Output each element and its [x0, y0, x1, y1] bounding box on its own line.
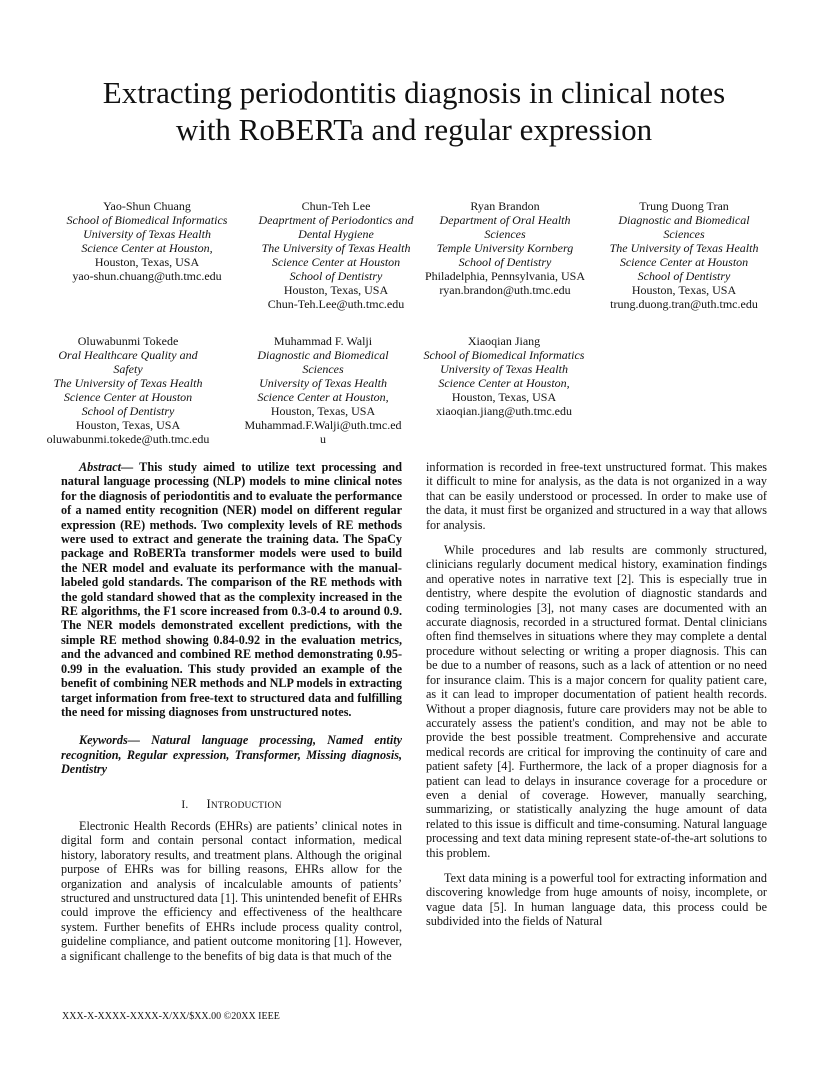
author-name: Yao-Shun Chuang	[103, 199, 191, 213]
author-line: Deaprtment of Periodontics and	[258, 213, 414, 227]
author-line: Sciences	[484, 227, 526, 241]
keywords-lead: Keywords—	[79, 733, 140, 748]
author-name: Trung Duong Tran	[639, 199, 729, 213]
author-line: School of Dentistry	[637, 269, 731, 283]
author-line: Dental Hygiene	[298, 227, 374, 241]
author-line: Houston, Texas, USA	[94, 255, 200, 269]
author-line: Science Center at Houston	[271, 255, 401, 269]
author-line: Houston, Texas, USA	[75, 418, 181, 432]
author-line: The University of Texas Health	[609, 241, 759, 255]
author-line: School of Biomedical Informatics	[423, 348, 585, 362]
author-line: University of Texas Health	[83, 227, 211, 241]
author-line: xiaoqian.jiang@uth.tmc.edu	[435, 404, 573, 418]
author-line: Science Center at Houston,	[438, 376, 570, 390]
author-line: The University of Texas Health	[53, 376, 203, 390]
author-name: Ryan Brandon	[470, 199, 540, 213]
author-line: Science Center at Houston,	[81, 241, 213, 255]
author-name: Chun-Teh Lee	[301, 199, 371, 213]
section-title-initial: I	[206, 796, 211, 811]
author-name: Oluwabunmi Tokede	[77, 334, 179, 348]
author-line: Department of Oral Health	[439, 213, 571, 227]
author-block	[589, 199, 779, 311]
author-line: Science Center at Houston	[63, 390, 193, 404]
left-column	[61, 460, 402, 963]
title-line-1: Extracting periodontitis diagnosis in clinical notes	[102, 75, 726, 110]
author-line: Muhammad.F.Walji@uth.tmc.ed	[244, 418, 402, 432]
author-line: oluwabunmi.tokede@uth.tmc.edu	[46, 432, 210, 446]
abstract-lead: Abstract—	[79, 460, 134, 474]
keywords-text: Natural language processing, Named entity recognition, Regular expression, Transformer, Missing diagnosis, Dentistry	[61, 733, 402, 777]
abstract-text: This study aimed to utilize text processing and natural language processing (NLP) models to mine clinical notes for the diagnosis of periodontitis and to evaluate the performance of a named entity recognition (NER) model on different regular expression (RE) methods. Two complexity levels of RE methods were used to extract and generate the training data. The SpaCy package and RoBERTa transformer models were used to build the NER model and evaluate its performance with the manual-labeled gold standards. The comparison of the RE methods with the gold standard showed that as the complexity increased in the RE algorithms, the F1 score increased from 0.3-0.4 to around 0.9. The NER models demonstrated excellent predictions, with the simple RE method showing 0.84-0.92 in the evaluation metrics, and the advanced and combined RE method demonstrating 0.95-0.99 in the evaluation. This study provided an example of the benefit of combining NER methods and NLP models in extracting target information from free-text to structured data and fulfilling the need for missing diagnoses from unstructured notes.	[61, 460, 402, 719]
author-block	[410, 199, 600, 297]
section-title	[206, 796, 282, 811]
author-line: University of Texas Health	[259, 376, 387, 390]
paper-title	[40, 74, 788, 148]
author-line: Diagnostic and Biomedical	[618, 213, 750, 227]
author-line: School of Dentistry	[81, 404, 175, 418]
body-paragraph: information is recorded in free-text unstructured format. This makes it difficult to mine for analysis, as the data is not organized in a way that can be easily understood or processed. In order to make use of the data, it must first be organized and structured in a way that allows for analysis.	[426, 460, 767, 532]
section-heading	[61, 797, 402, 813]
author-line: Houston, Texas, USA	[631, 283, 737, 297]
author-line: Sciences	[302, 362, 344, 376]
copyright-footer: XXX-X-XXXX-XXXX-X/XX/$XX.00 ©20XX IEEE	[62, 1011, 280, 1022]
author-line: Philadelphia, Pennsylvania, USA	[425, 269, 585, 283]
author-line: School of Dentistry	[458, 255, 552, 269]
author-line: Science Center at Houston	[619, 255, 749, 269]
body-paragraph: Text data mining is a powerful tool for extracting information and discovering knowledge from huge amounts of noisy, incomplete, or vague data [5]. In human language data, this process could be subdivided into the fields of Natural	[426, 870, 767, 929]
author-line: u	[320, 432, 326, 446]
author-line: Sciences	[663, 227, 705, 241]
author-block	[228, 334, 418, 446]
author-name: Muhammad F. Walji	[273, 334, 373, 348]
author-line: Temple University Kornberg	[436, 241, 574, 255]
author-line: Science Center at Houston,	[257, 390, 389, 404]
keywords	[61, 733, 402, 776]
author-line: Oral Healthcare Quality and	[58, 348, 198, 362]
intro-paragraph: Electronic Health Records (EHRs) are patients’ clinical notes in digital form and contain personal contact information, medical history, laboratory results, and treatment plans. Although the original purpose of EHRs was for billing reasons, EHRs allow for the organization and analysis of incalculable amounts of patients’ structured and unstructured data [1]. This unintended benefit of EHRs could improve the efficiency and effectiveness of the healthcare system. Further benefits of EHRs include process quality control, guideline compliance, and patient outcome monitoring [1]. However, a significant challenge to the benefits of big data is that much of the	[61, 818, 402, 963]
author-line: School of Biomedical Informatics	[66, 213, 228, 227]
body-paragraph: While procedures and lab results are commonly structured, clinicians regularly document medical history, examination findings and operative notes in narrative text [2]. This is especially true in dentistry, where despite the evolution of diagnostic standards and coding terminologies [3], not many cases are documented with an accurate diagnosis, recorded in a structured format. Dental clinicians often find themselves in situations where they may complete a dental procedure without selecting or writing a proper diagnosis. This can be due to a number of reasons, such as a lack of attention or no need for insurance claim. This is a major concern for quality patient care, as it can lead to improper documentation of patient health records. Without a proper diagnosis, future care providers may not be able to accurately assess the patient's condition, and may not be able to provide the best possible treatment. Comprehensive and accurate medical records are critical for improving the continuity of care and patient safety [4]. Furthermore, the lack of a proper diagnosis for a patient can lead to delays in insurance coverage for a procedure or even a denial of coverage. However, manually searching, summarizing, or statistically analyzing the huge amount of data related to this issue is difficult and time-consuming. Natural language processing and text data mining represent state-of-the-art solutions to this problem.	[426, 543, 767, 860]
section-title-rest: NTRODUCTION	[210, 800, 282, 811]
author-block	[52, 199, 242, 283]
author-line: Diagnostic and Biomedical	[257, 348, 389, 362]
author-line: The University of Texas Health	[261, 241, 411, 255]
section-number: I.	[181, 798, 189, 811]
author-line: ryan.brandon@uth.tmc.edu	[439, 283, 571, 297]
author-name: Xiaoqian Jiang	[467, 334, 541, 348]
author-line: yao-shun.chuang@uth.tmc.edu	[72, 269, 222, 283]
author-line: Houston, Texas, USA	[270, 404, 376, 418]
author-line: Chun-Teh.Lee@uth.tmc.edu	[267, 297, 405, 311]
author-block	[241, 199, 431, 311]
abstract	[61, 460, 402, 719]
author-block	[409, 334, 599, 418]
author-block	[32, 334, 224, 446]
author-line: School of Dentistry	[289, 269, 383, 283]
title-line-2: with RoBERTa and regular expression	[175, 112, 653, 147]
author-line: Houston, Texas, USA	[283, 283, 389, 297]
author-line: University of Texas Health	[440, 362, 568, 376]
author-line: Houston, Texas, USA	[451, 390, 557, 404]
author-line: Safety	[113, 362, 143, 376]
author-line: trung.duong.tran@uth.tmc.edu	[610, 297, 758, 311]
right-column	[426, 460, 767, 929]
